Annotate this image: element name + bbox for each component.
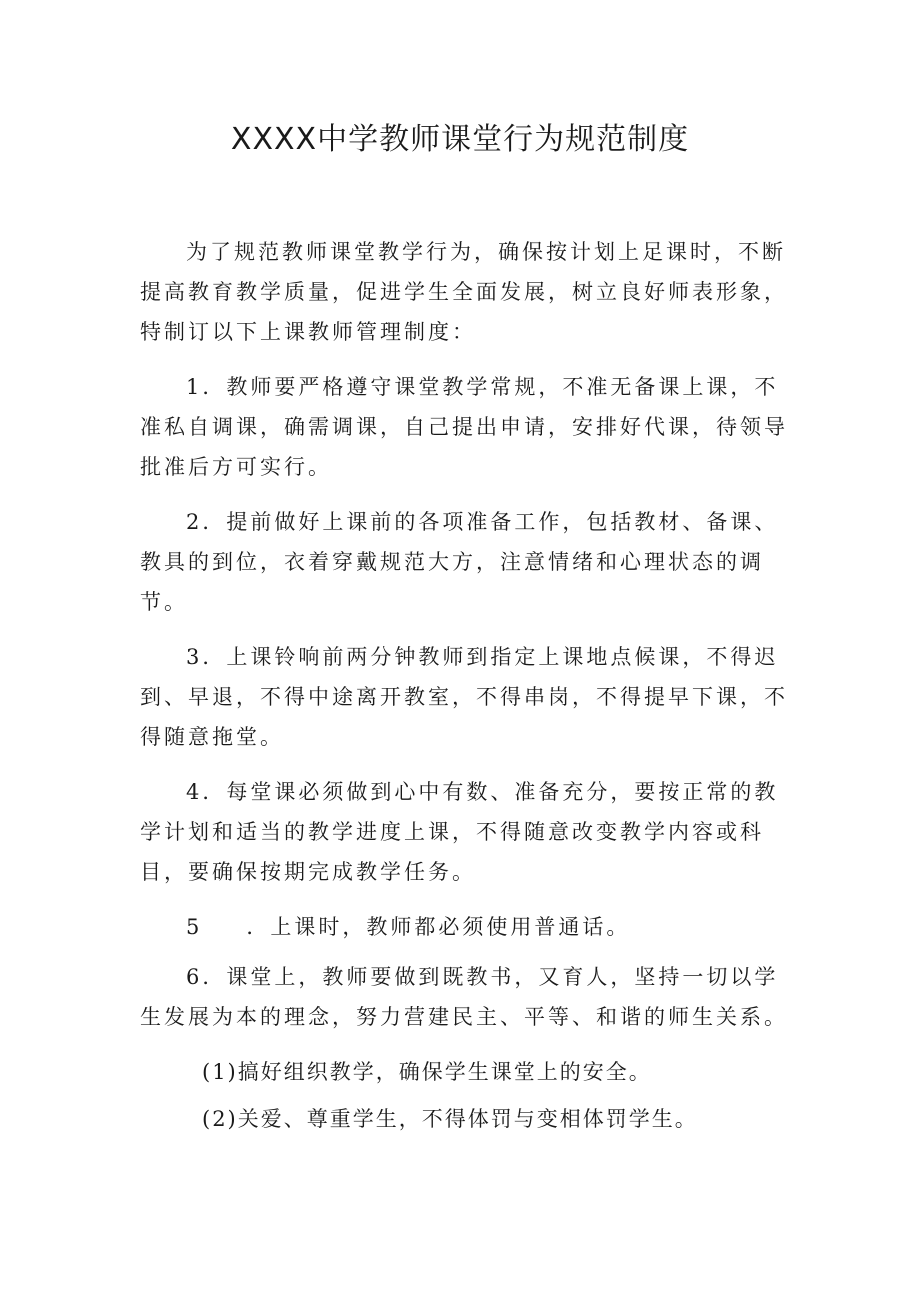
- rule-item-4: 4．每堂课必须做到心中有数、准备充分，要按正常的教学计划和适当的教学进度上课，不得随意改变教学内容或科目，要确保按期完成教学任务。: [140, 780, 779, 884]
- document-body: [140, 232, 790, 1139]
- rule-item-5-text: ．上课时，教师都必须使用普通话。: [246, 915, 631, 939]
- document-title: XXXX中学教师课堂行为规范制度: [230, 122, 690, 157]
- sub-item-2: (2)关爱、尊重学生，不得体罚与变相体罚学生。: [202, 1107, 698, 1131]
- rule-item-5: [140, 907, 790, 947]
- rule-item-2: 2．提前做好上课前的各项准备工作，包括教材、备课、教具的到位，衣着穿戴规范大方，注意情绪和心理状态的调节。: [140, 510, 779, 614]
- rule-item-6: 6．课堂上，教师要做到既教书，又育人，坚持一切以学生发展为本的理念，努力营建民主、平等、和谐的师生关系。: [140, 965, 788, 1029]
- intro-paragraph: 为了规范教师课堂教学行为，确保按计划上足课时，不断提高教育教学质量，促进学生全面发展，树立良好师表形象，特制订以下上课教师管理制度：: [140, 240, 788, 344]
- rule-item-5-number: 5: [186, 915, 203, 939]
- rule-item-1: 1．教师要严格遵守课堂教学常规，不准无备课上课，不准私自调课，确需调课，自己提出申请，安排好代课，待领导批准后方可实行。: [140, 375, 788, 479]
- sub-item-1: (1)搞好组织教学，确保学生课堂上的安全。: [202, 1060, 652, 1084]
- rule-item-3: 3．上课铃响前两分钟教师到指定上课地点候课，不得迟到、早退，不得中途离开教室，不得串岗，不得提早下课，不得随意拖堂。: [140, 645, 788, 749]
